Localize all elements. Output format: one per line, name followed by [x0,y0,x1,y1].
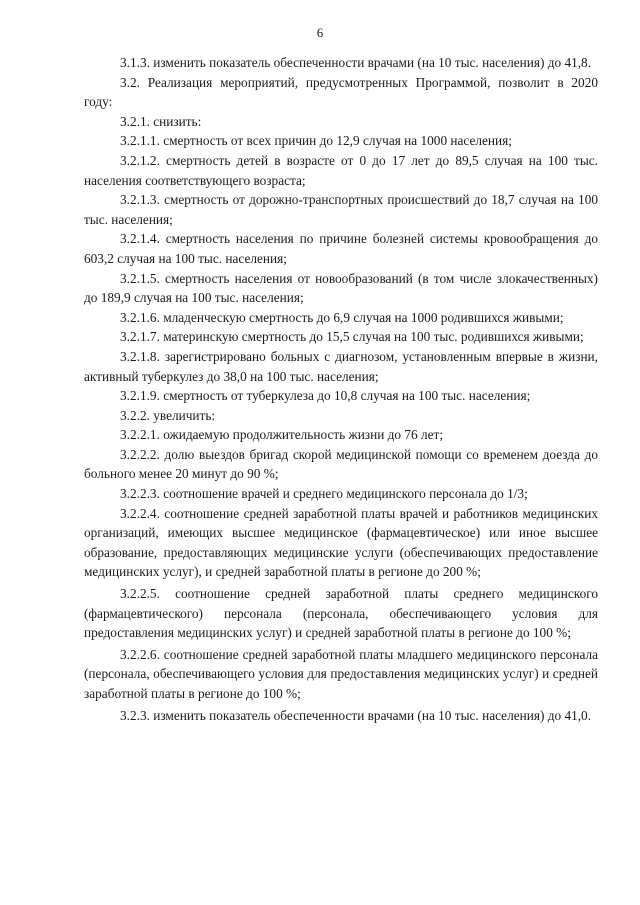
paragraph-3-2-2-2: 3.2.2.2. долю выездов бригад скорой медицинской помощи со временем доезда до больного менее 20 минут до 90 %; [84,446,598,482]
paragraph-3-2-1-7: 3.2.1.7. материнскую смертность до 15,5 случая на 100 тыс. родившихся живыми; [120,329,584,345]
paragraph-3-2-1-3: 3.2.1.3. смертность от дорожно-транспортных происшествий до 18,7 случая на 100 тыс. населения; [84,192,598,227]
paragraph-3-2-1-5: 3.2.1.5. смертность населения от новообразований (в том числе злокачественных) до 189,9 случая на 100 тыс. населения; [84,270,598,306]
document-body [84,53,598,725]
paragraph-3-2-2-6: 3.2.2.6. соотношение средней заработной платы младшего медицинского персонала (персонала, обеспечивающего условия для предоставления медицинских услуг) и средней заработной платы в регионе до 100 %; [84,646,598,701]
paragraph-3-2-2-1: 3.2.2.1. ожидаемую продолжительность жизни до 76 лет; [120,427,444,443]
paragraph-3-2-2-3: 3.2.2.3. соотношение врачей и среднего медицинского персонала до 1/3; [120,486,528,502]
paragraph-3-2-1-8: 3.2.1.8. зарегистрировано больных с диагнозом, установленным впервые в жизни, активный туберкулез до 38,0 на 100 тыс. населения; [84,348,598,384]
paragraph-3-1-3: 3.1.3. изменить показатель обеспеченности врачами (на 10 тыс. населения) до 41,8. [120,55,592,70]
paragraph-3-2-1-9: 3.2.1.9. смертность от туберкулеза до 10,8 случая на 100 тыс. населения; [120,388,531,404]
paragraph-3-2-2: 3.2.2. увеличить: [120,407,216,423]
paragraph-3-2: 3.2. Реализация мероприятий, предусмотренных Программой, позволит в 2020 году: [84,74,598,110]
paragraph-3-2-1: 3.2.1. снизить: [120,113,202,129]
paragraph-3-2-1-2: 3.2.1.2. смертность детей в возрасте от 0 до 17 лет до 89,5 случая на 100 тыс. населения соответствующего возраста; [84,152,598,188]
paragraph-3-2-1-4: 3.2.1.4. смертность населения по причине болезней системы кровообращения до 603,2 случая на 100 тыс. населения; [84,231,598,266]
paragraph-3-2-2-4: 3.2.2.4. соотношение средней заработной платы врачей и работников медицинских организаций, имеющих высшее медицинское (фармацевтическое) или иное высшее образование, предоставляющих медицинские услуги (обеспечивающих предоставление медицинских услуг), и средней заработной платы в регионе до 200 %; [84,505,598,580]
paragraph-3-2-3: 3.2.3. изменить показатель обеспеченности врачами (на 10 тыс. населения) до 41,0. [120,707,592,723]
paragraph-3-2-2-5: 3.2.2.5. соотношение средней заработной платы среднего медицинского (фармацевтического) персонала (персонала, обеспечивающего условия для предоставления медицинских услуг) и средней заработной платы в регионе до 100 %; [84,586,598,641]
paragraph-3-2-1-6: 3.2.1.6. младенческую смертность до 6,9 случая на 1000 родившихся живыми; [120,309,564,325]
page-number: 6 [316,25,324,40]
paragraph-3-2-1-1: 3.2.1.1. смертность от всех причин до 12,9 случая на 1000 населения; [120,133,512,149]
